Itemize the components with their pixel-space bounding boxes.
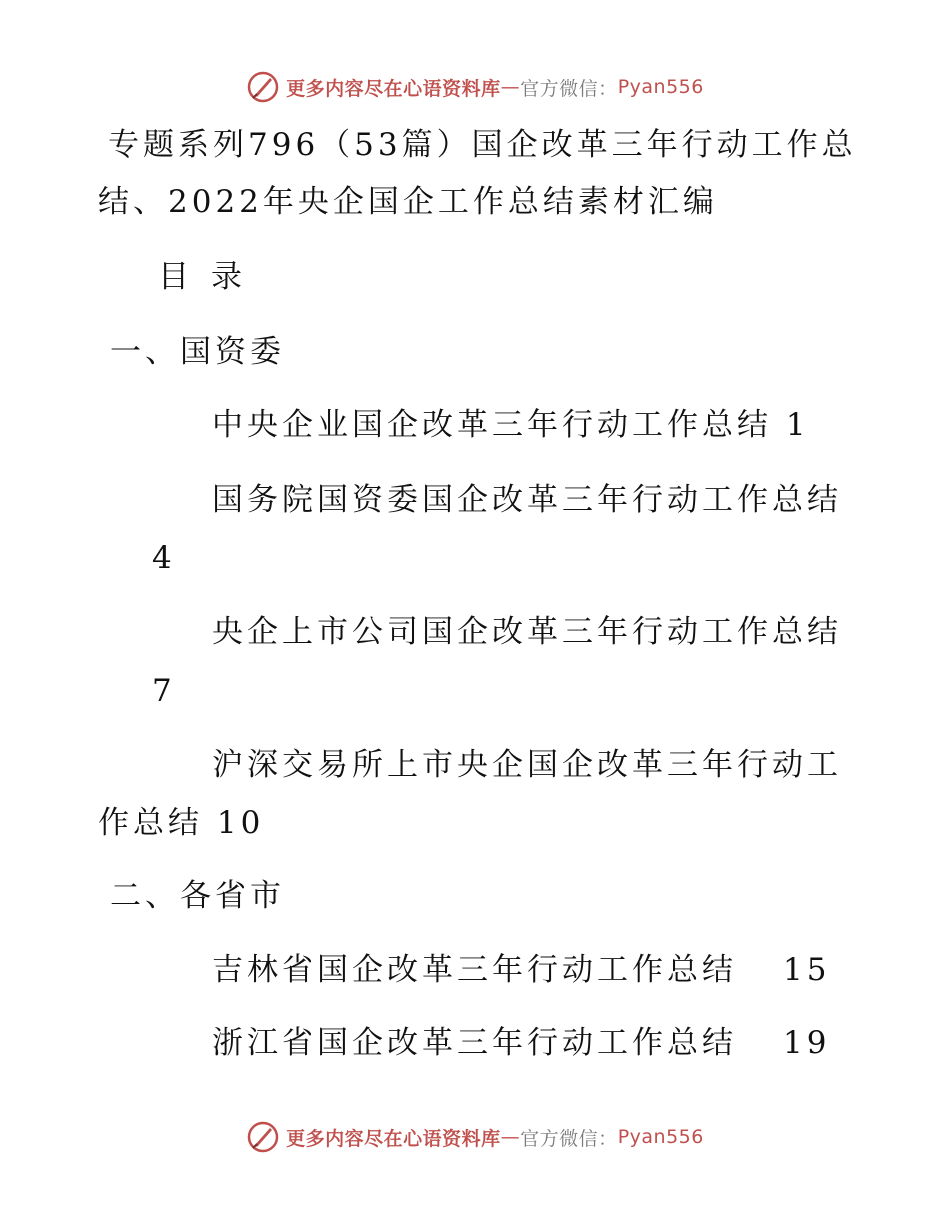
section-heading-2: 二、各省市	[110, 878, 285, 914]
watermark-text: 更多内容尽在心语资料库	[286, 77, 501, 100]
toc-entry-page: 15	[783, 952, 831, 988]
toc-entry[interactable]: 央企上市公司国企改革三年行动工作总结	[212, 614, 842, 650]
toc-entry-text: 吉林省国企改革三年行动工作总结	[212, 952, 737, 988]
watermark-label: 官方微信：	[520, 77, 618, 100]
toc-entry[interactable]: 中央企业国企改革三年行动工作总结 1	[212, 407, 810, 443]
section-heading-1: 一、国资委	[110, 334, 285, 370]
toc-entry[interactable]: 沪深交易所上市央企国企改革三年行动工	[212, 747, 842, 783]
quill-logo-icon	[246, 1120, 280, 1154]
watermark-dash: —	[500, 76, 521, 98]
watermark-id: Pyan556	[617, 1126, 704, 1148]
watermark-dash: —	[500, 1126, 521, 1148]
toc-entry-page: 19	[783, 1025, 831, 1061]
watermark-label: 官方微信：	[520, 1127, 618, 1150]
quill-logo-icon	[246, 70, 280, 104]
document-title-line-2: 结、2022年央企国企工作总结素材汇编	[98, 184, 718, 220]
document-title-line-1: 专题系列796（53篇）国企改革三年行动工作总	[108, 127, 857, 163]
watermark-text: 更多内容尽在心语资料库	[286, 1127, 501, 1150]
toc-entry-continuation: 作总结 10	[98, 805, 265, 841]
toc-heading: 目录	[158, 259, 264, 295]
toc-entry[interactable]	[212, 1025, 831, 1061]
toc-entry[interactable]	[212, 952, 831, 988]
watermark-id: Pyan556	[617, 76, 704, 98]
toc-entry-text: 浙江省国企改革三年行动工作总结	[212, 1025, 737, 1061]
watermark-banner-top	[0, 70, 950, 104]
toc-entry-page: 7	[152, 673, 176, 709]
watermark-banner-bottom	[0, 1120, 950, 1154]
toc-entry[interactable]: 国务院国资委国企改革三年行动工作总结	[212, 482, 842, 518]
toc-entry-page: 4	[152, 540, 176, 576]
